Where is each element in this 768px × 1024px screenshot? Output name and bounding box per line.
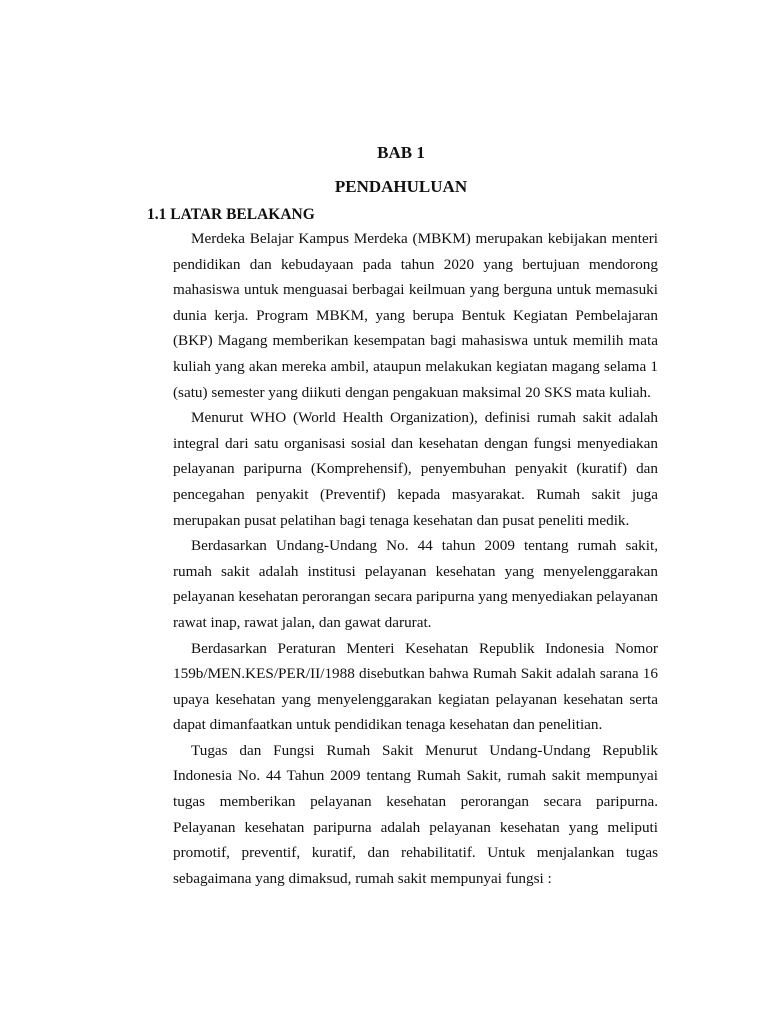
paragraph-mbkm: Merdeka Belajar Kampus Merdeka (MBKM) merupakan kebijakan menteri pendidikan dan kebudayaan pada tahun 2020 yang bertujuan mendorong mahasiswa untuk menguasai berbagai keilmuan yang berguna untuk memasuki dunia kerja. Program MBKM, yang berupa Bentuk Kegiatan Pembelajaran (BKP) Magang memberikan kesempatan bagi mahasiswa untuk memilih mata kuliah yang akan mereka ambil, ataupun melakukan kegiatan magang selama 1 (satu) semester yang diikuti dengan pengakuan maksimal 20 SKS mata kuliah. [173, 230, 658, 401]
chapter-number: BAB 1 [377, 143, 425, 162]
section-heading: 1.1 LATAR BELAKANG [147, 206, 315, 223]
paragraph-permenkes: Berdasarkan Peraturan Menteri Kesehatan Republik Indonesia Nomor 159b/MEN.KES/PER/II/1988 disebutkan bahwa Rumah Sakit adalah sarana 16 upaya kesehatan yang menyelenggarakan kegiatan pelayanan kesehatan serta dapat dimanfaatkan untuk pendidikan tenaga kesehatan dan penelitian. [173, 639, 658, 734]
paragraph-uu-44-2009: Berdasarkan Undang-Undang No. 44 tahun 2009 tentang rumah sakit, rumah sakit adalah institusi pelayanan kesehatan yang menyelenggarakan pelayanan kesehatan perorangan secara paripurna yang menyediakan pelayanan rawat inap, rawat jalan, dan gawat darurat. [173, 537, 658, 631]
body-text [173, 226, 658, 891]
paragraph-tugas-fungsi: Tugas dan Fungsi Rumah Sakit Menurut Undang-Undang Republik Indonesia No. 44 Tahun 2009 tentang Rumah Sakit, rumah sakit mempunyai tugas memberikan pelayanan kesehatan perorangan secara paripurna. Pelayanan kesehatan paripurna adalah pelayanan kesehatan yang meliputi promotif, preventif, kuratif, dan rehabilitatif. Untuk menjalankan tugas sebagaimana yang dimaksud, rumah sakit mempunyai fungsi : [173, 741, 658, 887]
chapter-title: PENDAHULUAN [334, 177, 468, 196]
paragraph-who-definition: Menurut WHO (World Health Organization), definisi rumah sakit adalah integral dari satu organisasi sosial dan kesehatan dengan fungsi menyediakan pelayanan paripurna (Komprehensif), penyembuhan penyakit (kuratif) dan pencegahan penyakit (Preventif) kepada masyarakat. Rumah sakit juga merupakan pusat pelatihan bagi tenaga kesehatan dan pusat peneliti medik. [173, 409, 658, 529]
